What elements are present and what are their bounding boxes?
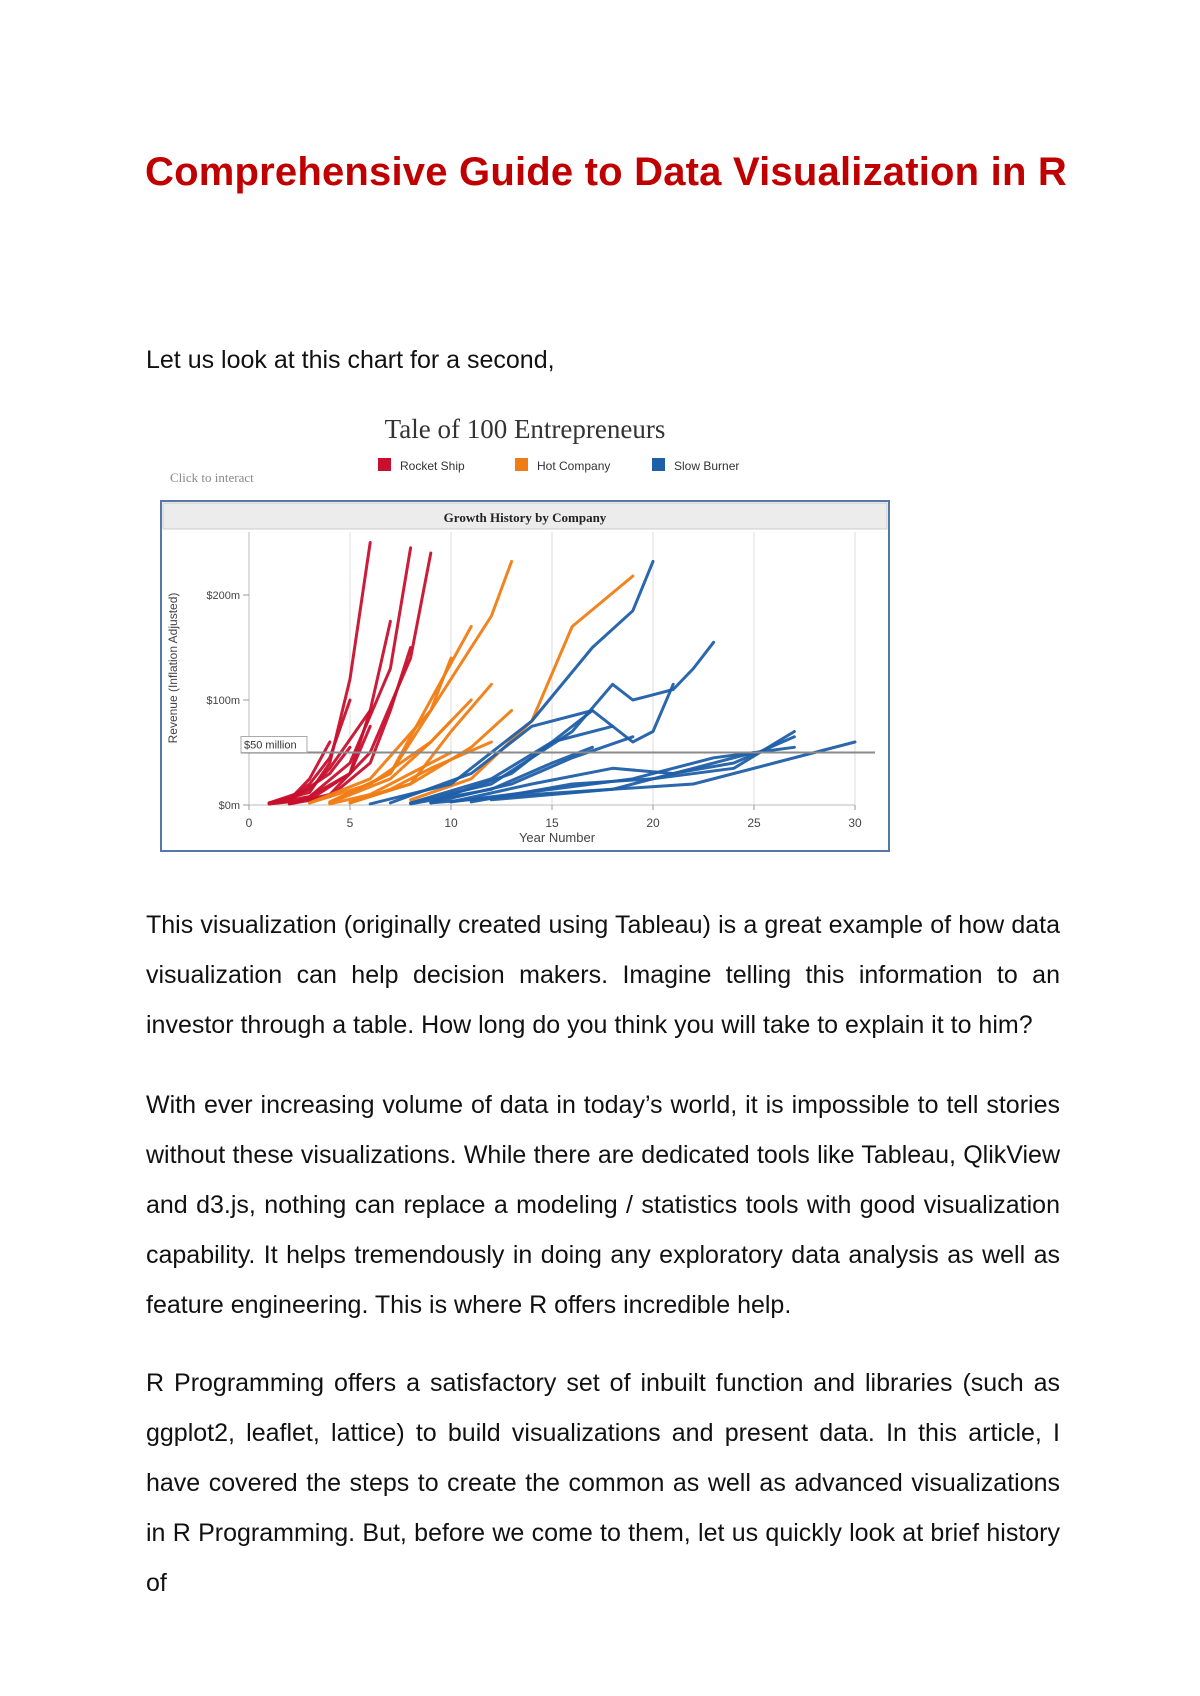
panel-title: Growth History by Company [443, 510, 607, 525]
chart-legend[interactable] [378, 458, 739, 473]
x-tick-label: 5 [346, 816, 354, 830]
chart-title: Tale of 100 Entrepreneurs [384, 414, 666, 444]
x-tick-label: 20 [646, 816, 660, 830]
legend-label: Rocket Ship [400, 459, 465, 473]
x-tick-label: 30 [848, 816, 862, 830]
legend-swatch [378, 458, 391, 471]
paragraph-2: With ever increasing volume of data in today’s world, it is impossible to tell stories without these visualizations. While there are dedicated tools like Tableau, QlikView and d3.js, nothing can replace a modeling / statistics tools with good visualization capability. It helps tremendously in doing any exploratory data analysis as well as feature engineering. This is where R offers incredible help. [146, 1091, 1060, 1319]
chart-panel [161, 501, 889, 851]
x-tick-label: 10 [444, 816, 458, 830]
legend-label: Hot Company [537, 459, 611, 473]
y-axis-label: Revenue (Inflation Adjusted) [166, 592, 180, 744]
click-hint[interactable]: Click to interact [170, 470, 254, 485]
intro-text: Let us look at this chart for a second, [146, 346, 555, 374]
chart-svg[interactable] [0, 400, 1200, 860]
legend-label: Slow Burner [674, 459, 740, 473]
page-title: Comprehensive Guide to Data Visualization in R [145, 150, 1067, 194]
chart-figure[interactable] [0, 400, 1200, 860]
x-tick-label: 0 [245, 816, 253, 830]
paragraph-3: R Programming offers a satisfactory set of inbuilt function and libraries (such as ggplot2, leaflet, lattice) to build visualizations and present data. In this article, I have covered the steps to create the common as well as advanced visualizations in R Programming. But, before we come to them, let us quickly look at brief history of [146, 1369, 1060, 1597]
y-tick-label: $100m [206, 695, 240, 707]
reference-line-label: $50 million [244, 739, 297, 752]
paragraph-1: This visualization (originally created using Tableau) is a great example of how data visualization can help decision makers. Imagine telling this information to an investor through a table. How long do you think you will take to explain it to him? [146, 911, 1060, 1039]
x-tick-label: 15 [545, 816, 559, 830]
x-tick-label: 25 [747, 816, 761, 830]
y-tick-label: $200m [206, 590, 240, 602]
legend-swatch [515, 458, 528, 471]
legend-swatch [652, 458, 665, 471]
x-axis-label: Year Number [518, 830, 596, 845]
y-tick-label: $0m [218, 800, 240, 812]
